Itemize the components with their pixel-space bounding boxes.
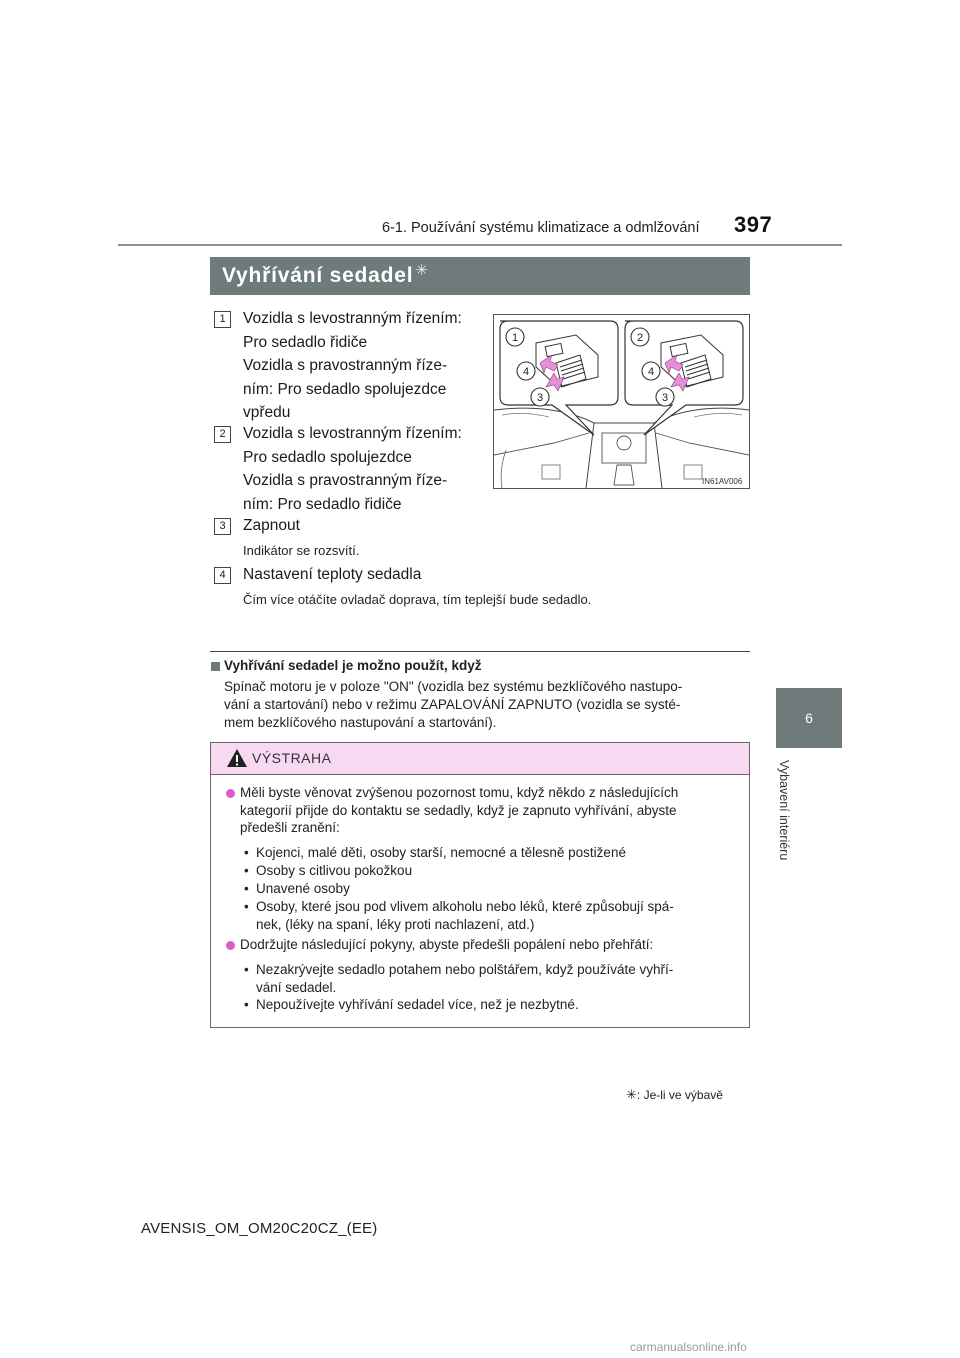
optional-equipment-star-icon: ✳	[415, 262, 428, 279]
info-line: Spínač motoru je v poloze "ON" (vozidla bez systému bezklíčového nastupo-	[224, 679, 683, 694]
list-line: Osoby, které jsou pod vlivem alkoholu nebo léků, které způsobují spá-	[256, 899, 674, 914]
warning-bullet-dot-icon	[226, 941, 235, 950]
bullet: •	[244, 962, 249, 977]
chapter-tab-label	[777, 760, 807, 890]
section-divider	[210, 651, 750, 652]
item-4-note: Čím více otáčíte ovladač doprava, tím teplejší bude sedadlo.	[243, 592, 592, 607]
document-id: AVENSIS_OM_OM20C20CZ_(EE)	[141, 1220, 378, 1237]
item-4-text: Nastavení teploty sedadla	[243, 566, 422, 583]
seat-heater-illustration	[493, 314, 750, 489]
warning-title: VÝSTRAHA	[252, 750, 332, 766]
item-2-line: Pro sedadlo spolujezdce	[243, 448, 412, 466]
list-text: Osoby s citlivou pokožkou	[256, 863, 413, 878]
item-3-note: Indikátor se rozsvítí.	[243, 543, 360, 558]
chapter-number: 6	[805, 710, 813, 726]
warning-list-item	[244, 898, 736, 934]
item-number-2: 2	[214, 426, 231, 443]
list-line: vání sedadel.	[256, 979, 337, 995]
callout-label: 3	[536, 392, 544, 404]
footnote-text: : Je-li ve výbavě	[636, 1088, 723, 1102]
header-rule	[118, 244, 842, 246]
section-banner	[210, 257, 750, 295]
list-text	[256, 898, 736, 933]
bullet: •	[244, 845, 249, 860]
bullet: •	[244, 881, 249, 896]
warning-line: předešli zranění:	[240, 820, 340, 835]
section-title: Vyhřívání sedadel	[222, 264, 414, 287]
item-1-text	[243, 307, 477, 425]
item-number-3: 3	[214, 518, 231, 535]
item-1-line: Vozidla s pravostranným říze-	[243, 357, 448, 374]
chapter-label: Vybavení interiéru	[777, 760, 791, 861]
warning-line: Měli byste věnovat zvýšenou pozornost tomu, když někdo z následujících	[240, 785, 679, 800]
info-heading: Vyhřívání sedadel je možno použít, když	[224, 658, 482, 673]
info-square-icon	[211, 662, 220, 671]
footnote	[626, 1087, 723, 1103]
list-text: Nepoužívejte vyhřívání sedadel více, než je nezbytné.	[256, 997, 579, 1012]
item-1-line: vpředu	[243, 404, 291, 421]
warning-paragraph-1	[240, 784, 748, 837]
bullet: •	[244, 997, 249, 1012]
callout-label: 4	[647, 366, 655, 378]
callout-label: 2	[636, 332, 644, 344]
warning-list-item	[244, 880, 736, 898]
warning-list-item	[244, 844, 736, 862]
item-2-line: Vozidla s levostranným řízením:	[243, 425, 462, 442]
warning-paragraph-2: Dodržujte následující pokyny, abyste předešli popálení nebo přehřátí:	[240, 937, 654, 952]
page-number: 397	[734, 212, 773, 237]
warning-list-item	[244, 862, 736, 880]
figure-code: IN61AV006	[702, 477, 743, 486]
info-line: mem bezklíčového nastupování a startování).	[224, 715, 497, 730]
warning-bullet-dot-icon	[226, 789, 235, 798]
running-header-section: 6-1. Používání systému klimatizace a odmlžování	[382, 220, 700, 236]
list-text: Kojenci, malé děti, osoby starší, nemocné a tělesně postižené	[256, 845, 626, 860]
list-line: nek, (léky na spaní, léky proti nachlazení, atd.)	[256, 916, 535, 932]
item-number-4: 4	[214, 567, 231, 584]
callout-label: 4	[522, 366, 530, 378]
warning-list-item	[244, 996, 736, 1014]
warning-list-item	[244, 961, 736, 997]
bullet: •	[244, 863, 249, 878]
item-2-text	[243, 422, 477, 516]
item-3-text: Zapnout	[243, 517, 300, 534]
bullet: •	[244, 899, 249, 914]
warning-line: kategorií přijde do kontaktu se sedadly, když je zapnuto vyhřívání, abyste	[240, 802, 677, 818]
footnote-star-icon: ✳	[626, 1087, 637, 1102]
info-text	[224, 678, 744, 732]
watermark: carmanualsonline.info	[630, 1340, 747, 1354]
list-text	[256, 961, 736, 996]
item-1-line: Vozidla s levostranným řízením:	[243, 310, 462, 327]
list-text: Unavené osoby	[256, 881, 350, 896]
list-line: Nezakrývejte sedadlo potahem nebo polštářem, když používáte vyhří-	[256, 962, 674, 977]
info-line: vání a startování) nebo v režimu ZAPALOVÁNÍ ZAPNUTO (vozidla se systé-	[224, 697, 681, 712]
seat-heater-drawing	[494, 315, 749, 488]
item-1-line: Pro sedadlo řidiče	[243, 333, 368, 351]
item-2-line: Vozidla s pravostranným říze-	[243, 472, 448, 489]
chapter-tab-number	[776, 688, 842, 748]
callout-label: 3	[661, 392, 669, 404]
item-number-1: 1	[214, 311, 231, 328]
item-2-line: ním: Pro sedadlo řidiče	[243, 495, 402, 513]
warning-triangle-icon	[226, 748, 248, 768]
item-1-line: ním: Pro sedadlo spolujezdce	[243, 380, 447, 398]
callout-label: 1	[511, 332, 519, 344]
